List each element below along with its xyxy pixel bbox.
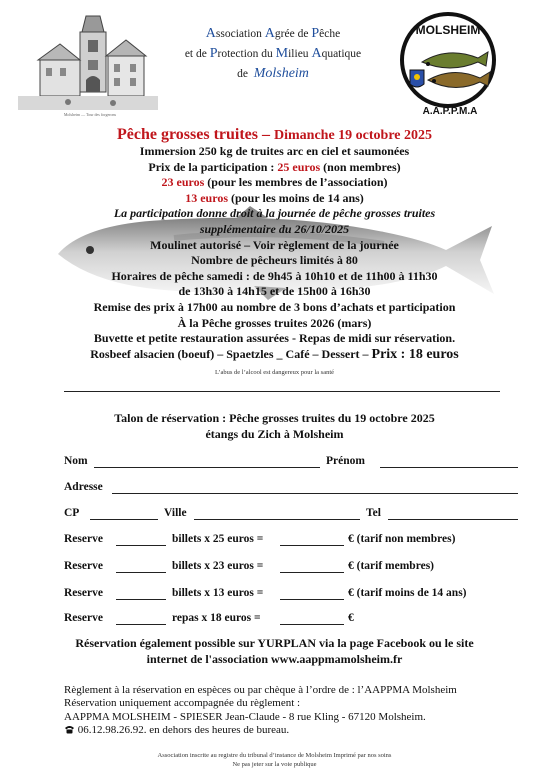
quantity-field[interactable] xyxy=(116,587,166,600)
amount-field[interactable] xyxy=(280,560,344,573)
next-event-line: À la Pêche grosses truites 2026 (mars) xyxy=(177,315,372,330)
immersion-line: Immersion 250 kg de truites arc en ciel et saumonées xyxy=(139,144,410,158)
tel-field[interactable] xyxy=(388,507,518,520)
address-row xyxy=(64,481,524,497)
sketch-caption: Molsheim — Tour des forgerons xyxy=(63,112,117,117)
hours-line-1: Horaires de pêche samedi : de 9h45 à 10h10 et de 11h00 à 11h30 xyxy=(111,268,438,283)
telephone-icon xyxy=(64,725,75,734)
prenom-label: Prénom xyxy=(326,455,365,467)
assoc-line-1: Association Agrée de Pêche xyxy=(205,26,341,41)
event-title: Pêche grosses truites – Dimanche 19 octobre 2025 xyxy=(117,126,432,143)
participation-note-1: La participation donne droit à la journée de pêche grosses truites xyxy=(113,206,436,221)
youth-price-line: 13 euros (pour les moins de 14 ans) xyxy=(185,190,364,205)
moulinet-line: Moulinet autorisé – Voir règlement de la journée xyxy=(150,237,399,252)
nom-label: Nom xyxy=(64,455,88,467)
participation-note-2: supplémentaire du 26/10/2025 xyxy=(199,222,350,236)
reserve-row-meals: Reserve repas x 18 euros = € xyxy=(64,612,354,624)
reserve-row-non-members: Reserve billets x 25 euros = € (tarif non membres) xyxy=(64,533,456,545)
adresse-label: Adresse xyxy=(64,481,103,493)
amount-field[interactable] xyxy=(280,612,344,625)
cp-field[interactable] xyxy=(90,507,158,520)
payment-instructions: Règlement à la réservation en espèces ou par chèque à l’ordre de : l’AAPPMA Molsheim Réservation uniquement accompagnée du règlement : AAPPMA MOLSHEIM - SPIESER Jean-Claude - 8 rue Kling - 67120 Molsheim. 06.12.98.26.92. en dehors des heures de bureau. xyxy=(64,684,457,737)
ville-label: Ville xyxy=(164,507,187,519)
divider xyxy=(64,391,500,392)
city-row xyxy=(64,507,524,523)
quantity-field[interactable] xyxy=(116,560,166,573)
quantity-field[interactable] xyxy=(116,612,166,625)
alcohol-warning: L’abus de l’alcool est dangereux pour la santé xyxy=(214,369,335,376)
nom-field[interactable] xyxy=(94,455,320,468)
amount-field[interactable] xyxy=(280,587,344,600)
prizes-line: Remise des prix à 17h00 au nombre de 3 bons d’achats et participation xyxy=(93,300,456,314)
logo-top-text: MOLSHEIM xyxy=(415,23,481,37)
buvette-line: Buvette et petite restauration assurées - Repas de midi sur réservation. xyxy=(93,331,456,346)
menu-line: Rosbeef alsacien (boeuf) – Spaetzles _ Café – Dessert – Prix : 18 euros xyxy=(90,346,459,362)
adresse-field[interactable] xyxy=(112,481,518,494)
association-header xyxy=(163,24,383,84)
logo-bottom-text: A.A.P.P.M.A xyxy=(422,106,478,117)
members-price-line: 23 euros (pour les membres de l’association) xyxy=(161,175,388,190)
ville-field[interactable] xyxy=(194,507,360,520)
aappma-logo xyxy=(398,8,498,120)
reserve-row-members: Reserve billets x 23 euros = € (tarif membres) xyxy=(64,560,435,572)
quantity-field[interactable] xyxy=(116,533,166,546)
prenom-field[interactable] xyxy=(380,455,518,468)
tel-label: Tel xyxy=(366,507,381,519)
name-row xyxy=(64,455,524,471)
amount-field[interactable] xyxy=(280,533,344,546)
molsheim-tower-sketch xyxy=(18,10,158,122)
online-reservation-note: Réservation également possible sur YURPLAN via la page Facebook ou le site internet de l'association www.aappmamolsheim.fr xyxy=(75,636,474,666)
price-line: Prix de la participation : 25 euros (non membres) xyxy=(148,159,401,174)
assoc-line-2: et de Protection du Milieu Aquatique xyxy=(184,46,362,61)
assoc-line-3: de Molsheim xyxy=(237,66,309,81)
reserve-row-youth: Reserve billets x 13 euros = € (tarif moins de 14 ans) xyxy=(64,587,467,599)
footer-note: Association inscrite au registre du tribunal d’instance de Molsheim Imprimé par nos soins Ne pas jeter sur la voie publique xyxy=(157,752,392,768)
anglers-limit-line: Nombre de pêcheurs limités à 80 xyxy=(191,253,358,268)
hours-line-2: de 13h30 à 14h15 et de 15h00 à 16h30 xyxy=(178,284,371,299)
reservation-slip-title: Talon de réservation : Pêche grosses truites du 19 octobre 2025 étangs du Zich à Molsheim xyxy=(114,411,435,441)
cp-label: CP xyxy=(64,507,80,519)
